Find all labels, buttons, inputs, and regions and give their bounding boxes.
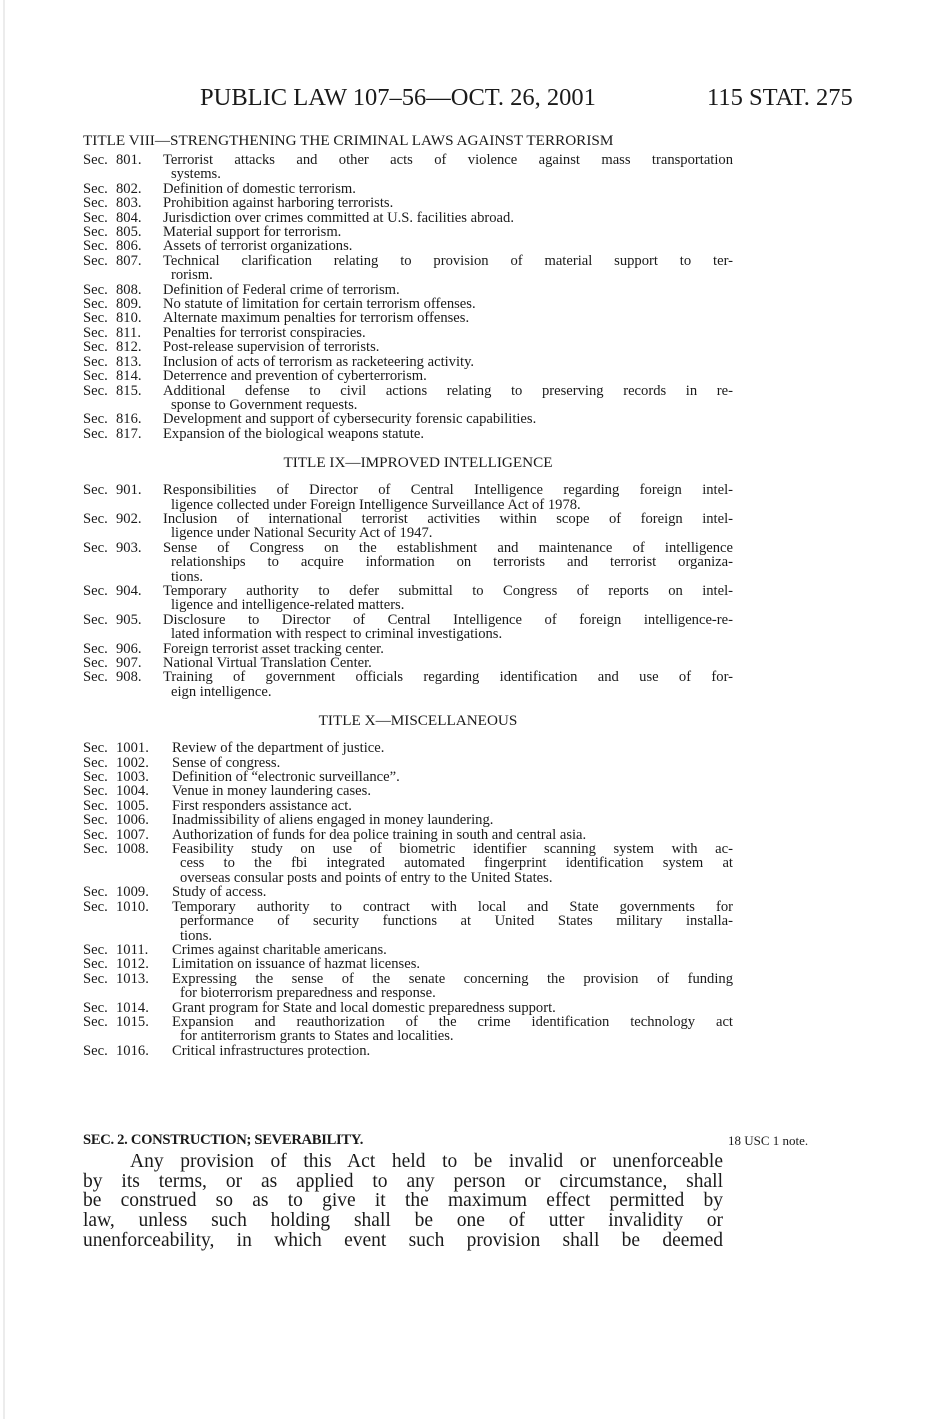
section-number: 816. [116,411,142,428]
toc-entry [83,799,733,813]
toc-entry [83,957,733,971]
section-title-continuation: ligence under National Security Act of 1947. [171,525,433,542]
section-title-line: First responders assistance act. [172,797,352,814]
section-label: Sec. [83,152,108,168]
section-title-line: Penalties for terrorist conspiracies. [163,324,366,341]
section-title-line: Expansion and reauthorization of the crime identification technology act [172,1013,733,1030]
section-label: Sec. [83,425,108,442]
section-number: 904. [116,582,142,599]
section-number: 802. [116,180,142,197]
section-title-line: No statute of limitation for certain terrorism offenses. [163,296,476,313]
section-title-continuation: tions. [171,568,204,585]
section-number: 810. [116,310,142,327]
section-number: 817. [116,425,142,442]
section-title-continuation: sponse to Government requests. [171,396,358,413]
section-label: Sec. [83,797,108,814]
section-number: 804. [116,209,142,226]
title-ix-heading: TITLE IX—IMPROVED INTELLIGENCE [283,454,553,472]
toc-entry [83,943,733,957]
page-edge [3,0,5,1419]
section-number: 1006. [116,812,149,829]
section-label: Sec. [83,999,108,1016]
section-number: 907. [116,655,142,671]
section-title [158,355,733,369]
section-title-line: Temporary authority to contract with local and State governments for [172,898,733,915]
section-title [167,813,733,827]
section-label: Sec. [83,655,108,671]
section-label: Sec. [83,841,108,858]
toc-entry [83,842,733,885]
toc-entry [83,770,733,784]
section-2-heading: SEC. 2. CONSTRUCTION; SEVERABILITY. [83,1132,364,1148]
section-number: 1011. [116,941,149,958]
section-label: Sec. [83,252,108,269]
toc-entry [83,584,733,613]
section-title [158,239,733,253]
toc-entry [83,427,733,441]
section-title-line: Additional defense to civil actions relating to preserving records in re- [163,382,733,399]
section-number: 1004. [116,783,149,800]
section-label: Sec. [83,324,108,341]
section-number: 1014. [116,999,149,1016]
toc-entry [83,297,733,311]
toc-entry [83,756,733,770]
section-label: Sec. [83,281,108,298]
table-of-contents [83,133,733,1058]
body-line: unenforceability, in which event such provision shall be deemed [83,1229,723,1251]
toc-entry [83,326,733,340]
section-title-line: Inclusion of acts of terrorism as racketeering activity. [163,353,475,370]
section-number: 1001. [116,740,149,757]
toc-entry [83,828,733,842]
section-label: Sec. [83,482,108,499]
section-title-line: Expansion of the biological weapons statute. [163,425,425,442]
toc-entry [83,196,733,210]
toc-entry [83,412,733,426]
section-title [167,741,733,755]
section-label: Sec. [83,826,108,843]
title-x-sections [83,741,733,1058]
section-title-line: Jurisdiction over crimes committed at U.S. facilities abroad. [163,209,514,226]
section-title [158,541,733,584]
section-title-continuation: ligence collected under Foreign Intelligence Surveillance Act of 1978. [171,496,581,513]
toc-entry [83,369,733,383]
section-label: Sec. [83,884,108,901]
toc-entry [83,900,733,943]
section-label: Sec. [83,1042,108,1059]
section-label: Sec. [83,195,108,212]
section-title [158,369,733,383]
section-number: 902. [116,510,142,527]
section-title [158,254,733,283]
section-title [158,182,733,196]
toc-entry [83,656,733,670]
section-number: 1002. [116,754,149,771]
section-label: Sec. [83,310,108,327]
section-label: Sec. [83,353,108,370]
section-label: Sec. [83,769,108,786]
toc-entry [83,972,733,1001]
section-title [158,613,733,642]
section-number: 803. [116,195,142,212]
section-2-body [83,1152,723,1251]
section-label: Sec. [83,754,108,771]
toc-entry [83,225,733,239]
section-title-line: Venue in money laundering cases. [172,783,371,800]
toc-entry [83,885,733,899]
body-line: Any provision of this Act held to be invalid or unenforceable [130,1151,723,1172]
section-number: 807. [116,252,142,269]
section-label: Sec. [83,640,108,657]
section-number: 1016. [116,1042,149,1059]
section-number: 1012. [116,956,149,973]
section-title [167,1044,733,1058]
toc-entry [83,254,733,283]
section-label: Sec. [83,339,108,356]
toc-entry [83,340,733,354]
section-title-line: National Virtual Translation Center. [163,655,372,671]
body-line: law, unless such holding shall be one of utter invalidity or [83,1210,723,1232]
section-title [158,326,733,340]
section-title-line: Technical clarification relating to provision of material support to ter- [163,252,733,269]
section-title-line: Assets of terrorist organizations. [163,238,353,255]
section-title-line: Inadmissibility of aliens engaged in money laundering. [172,812,494,829]
section-title [167,943,733,957]
section-label: Sec. [83,1013,108,1030]
section-number: 1009. [116,884,149,901]
section-title [167,1001,733,1015]
section-title-line: Inclusion of international terrorist activities within scope of foreign intel- [163,510,733,527]
toc-entry [83,741,733,755]
section-title [167,770,733,784]
section-title-continuation: for antiterrorism grants to States and localities. [180,1028,454,1045]
section-number: 1005. [116,797,149,814]
section-title [158,225,733,239]
margin-note: 18 USC 1 note. [728,1133,809,1148]
toc-entry [83,670,733,699]
section-title [167,828,733,842]
section-title [167,842,733,885]
body-line: by its terms, or as applied to any person or circumstance, shall [83,1170,723,1192]
section-title [158,483,733,512]
section-title-line: Limitation on issuance of hazmat licenses. [172,956,421,973]
section-label: Sec. [83,812,108,829]
section-title-continuation: performance of security functions at United States military installa- [180,913,733,930]
toc-entry [83,1001,733,1015]
section-title-line: Study of access. [172,884,267,901]
section-title-continuation: for bioterrorism preparedness and response. [180,985,436,1002]
section-number: 815. [116,382,142,399]
section-title-line: Crimes against charitable americans. [172,941,387,958]
section-title [158,211,733,225]
title-viii-heading: TITLE VIII—STRENGTHENING THE CRIMINAL LAWS AGAINST TERRORISM [83,132,614,149]
title-x-heading: TITLE X—MISCELLANEOUS [318,712,518,730]
section-title [158,311,733,325]
section-title-line: Deterrence and prevention of cyberterrorism. [163,368,427,385]
section-title [158,340,733,354]
section-number: 806. [116,238,142,255]
section-number: 1008. [116,841,149,858]
section-label: Sec. [83,209,108,226]
toc-entry [83,1015,733,1044]
section-title-line: Training of government officials regarding identification and use of for- [163,669,733,686]
toc-entry [83,239,733,253]
section-title [167,756,733,770]
section-title-line: Definition of domestic terrorism. [163,180,356,197]
section-title [167,799,733,813]
section-number: 906. [116,640,142,657]
section-title-line: Critical infrastructures protection. [172,1042,371,1059]
title-ix-sections [83,483,733,699]
section-title [158,297,733,311]
section-label: Sec. [83,669,108,686]
toc-entry [83,153,733,182]
toc-entry [83,1044,733,1058]
body-line: be construed so as to give it the maximum effect permitted by [83,1190,723,1212]
section-title [167,885,733,899]
section-title-line: Sense of Congress on the establishment and maintenance of intelligence [163,539,733,556]
section-label: Sec. [83,238,108,255]
section-title [158,512,733,541]
section-title [167,957,733,971]
toc-entry [83,784,733,798]
section-title [158,584,733,613]
section-label: Sec. [83,941,108,958]
section-title-line: Sense of congress. [172,754,281,771]
toc-entry [83,211,733,225]
section-title-line: Definition of Federal crime of terrorism. [163,281,400,298]
section-number: 905. [116,611,142,628]
section-label: Sec. [83,898,108,915]
section-number: 805. [116,224,142,241]
section-number: 814. [116,368,142,385]
section-title-line: Prohibition against harboring terrorists. [163,195,394,212]
toc-entry [83,483,733,512]
section-title-continuation: rorism. [171,267,213,284]
section-title-continuation: cess to the fbi integrated automated fingerprint identification system at [180,855,733,872]
toc-entry [83,311,733,325]
section-label: Sec. [83,411,108,428]
toc-entry [83,512,733,541]
section-title-line: Disclosure to Director of Central Intelligence of foreign intelligence-re- [163,611,733,628]
toc-entry [83,642,733,656]
section-number: 1010. [116,898,149,915]
section-label: Sec. [83,956,108,973]
section-title [158,670,733,699]
section-title-line: Responsibilities of Director of Central Intelligence regarding foreign intel- [163,482,733,499]
toc-entry [83,283,733,297]
section-number: 808. [116,281,142,298]
section-label: Sec. [83,783,108,800]
section-title-line: Terrorist attacks and other acts of violence against mass transportation [163,152,733,168]
section-title-line: Post-release supervision of terrorists. [163,339,380,356]
section-title [158,196,733,210]
section-label: Sec. [83,180,108,197]
section-title-line: Development and support of cybersecurity forensic capabilities. [163,411,537,428]
section-title-line: Temporary authority to defer submittal to Congress of reports on intel- [163,582,733,599]
running-header [0,84,948,116]
section-title [167,972,733,1001]
section-title-continuation: relationships to acquire information on terrorists and terrorist organiza- [171,554,733,571]
section-number: 901. [116,482,142,499]
section-title-continuation: systems. [171,166,221,183]
section-number: 1003. [116,769,149,786]
section-label: Sec. [83,611,108,628]
section-title [158,656,733,670]
section-number: 801. [116,152,142,168]
section-title [167,900,733,943]
section-title-line: Grant program for State and local domestic preparedness support. [172,999,556,1016]
section-title-continuation: lated information with respect to criminal investigations. [171,626,503,643]
public-law-citation: PUBLIC LAW 107–56—OCT. 26, 2001 [200,84,596,111]
section-title-continuation: eign intelligence. [171,683,272,700]
section-title [158,412,733,426]
section-number: 1007. [116,826,149,843]
section-title-line: Alternate maximum penalties for terrorism offenses. [163,310,470,327]
section-number: 813. [116,353,142,370]
toc-entry [83,813,733,827]
section-number: 811. [116,324,141,341]
section-title-continuation: overseas consular posts and points of entry to the United States. [180,869,553,886]
section-title-continuation: tions. [180,927,213,944]
section-label: Sec. [83,382,108,399]
statute-page-number: 115 STAT. 275 [707,84,853,111]
section-title [158,283,733,297]
section-number: 809. [116,296,142,313]
section-title-line: Definition of “electronic surveillance”. [172,769,400,786]
section-title-line: Material support for terrorism. [163,224,342,241]
section-title [158,427,733,441]
section-label: Sec. [83,368,108,385]
section-title [167,784,733,798]
section-title-continuation: ligence and intelligence-related matters. [171,597,405,614]
toc-entry [83,182,733,196]
section-label: Sec. [83,582,108,599]
section-number: 812. [116,339,142,356]
section-label: Sec. [83,296,108,313]
toc-entry [83,541,733,584]
section-title-line: Expressing the sense of the senate concerning the provision of funding [172,970,733,987]
section-title-line: Review of the department of justice. [172,740,385,757]
section-label: Sec. [83,970,108,987]
section-label: Sec. [83,224,108,241]
section-label: Sec. [83,740,108,757]
section-number: 908. [116,669,142,686]
section-title [158,642,733,656]
section-title-line: Authorization of funds for dea police training in south and central asia. [172,826,587,843]
section-number: 903. [116,539,142,556]
section-title [158,384,733,413]
toc-entry [83,355,733,369]
section-label: Sec. [83,539,108,556]
toc-entry [83,384,733,413]
section-number: 1015. [116,1013,149,1030]
section-title [167,1015,733,1044]
section-title-line: Foreign terrorist asset tracking center. [163,640,384,657]
title-viii-sections [83,153,733,441]
section-title [158,153,733,182]
section-title-line: Feasibility study on use of biometric identifier scanning system with ac- [172,841,733,858]
section-label: Sec. [83,510,108,527]
toc-entry [83,613,733,642]
section-number: 1013. [116,970,149,987]
